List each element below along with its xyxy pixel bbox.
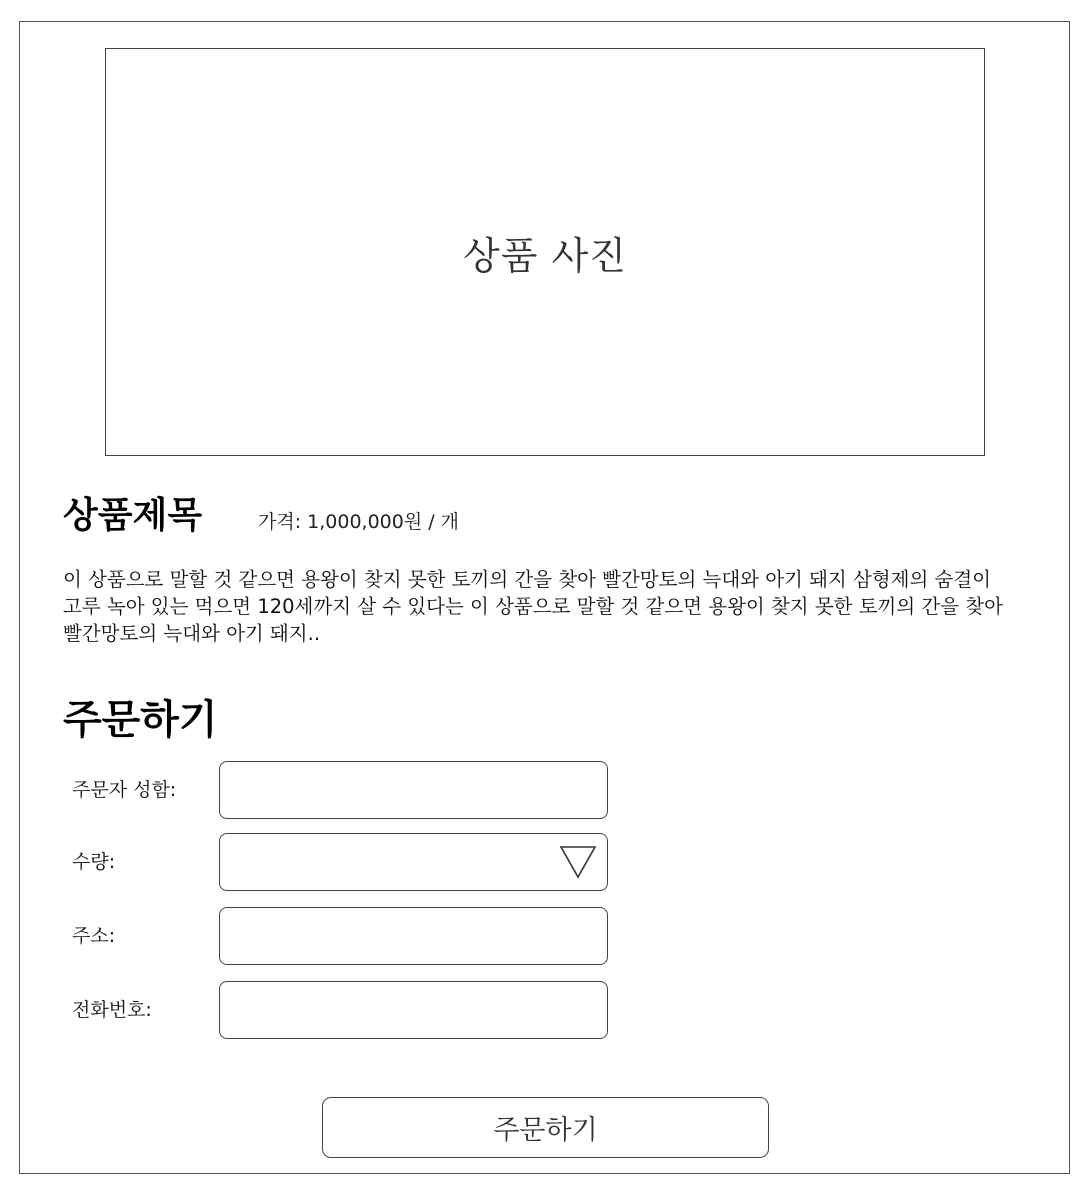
product-photo	[105, 48, 985, 456]
phone-label: 전화번호:	[72, 999, 152, 1021]
product-title: 상품제목	[63, 495, 203, 536]
address-label: 주소:	[72, 925, 116, 947]
quantity-label: 수량:	[72, 851, 116, 873]
quantity-select[interactable]	[219, 833, 608, 891]
name-input[interactable]	[219, 761, 608, 819]
triangle-down-icon[interactable]	[559, 844, 597, 880]
product-price: 가격: 1,000,000원 / 개	[258, 511, 460, 533]
product-photo-label: 상품 사진	[463, 233, 627, 278]
name-label: 주문자 성함:	[72, 779, 177, 801]
phone-input[interactable]	[219, 981, 608, 1039]
order-submit-button[interactable]: 주문하기	[322, 1097, 769, 1158]
order-heading: 주문하기	[63, 697, 218, 743]
product-description: 이 상품으로 말할 것 같으면 용왕이 찾지 못한 토끼의 간을 찾아 빨간망토의 늑대와 아기 돼지 삼형제의 숨결이 고루 녹아 있는 먹으면 120세까지 살 수 있다는 이 상품으로 말할 것 같으면 용왕이 찾지 못한 토끼의 간을 찾아 빨간망토의 늑대와 아기 돼지..	[63, 568, 1003, 645]
address-input[interactable]	[219, 907, 608, 965]
